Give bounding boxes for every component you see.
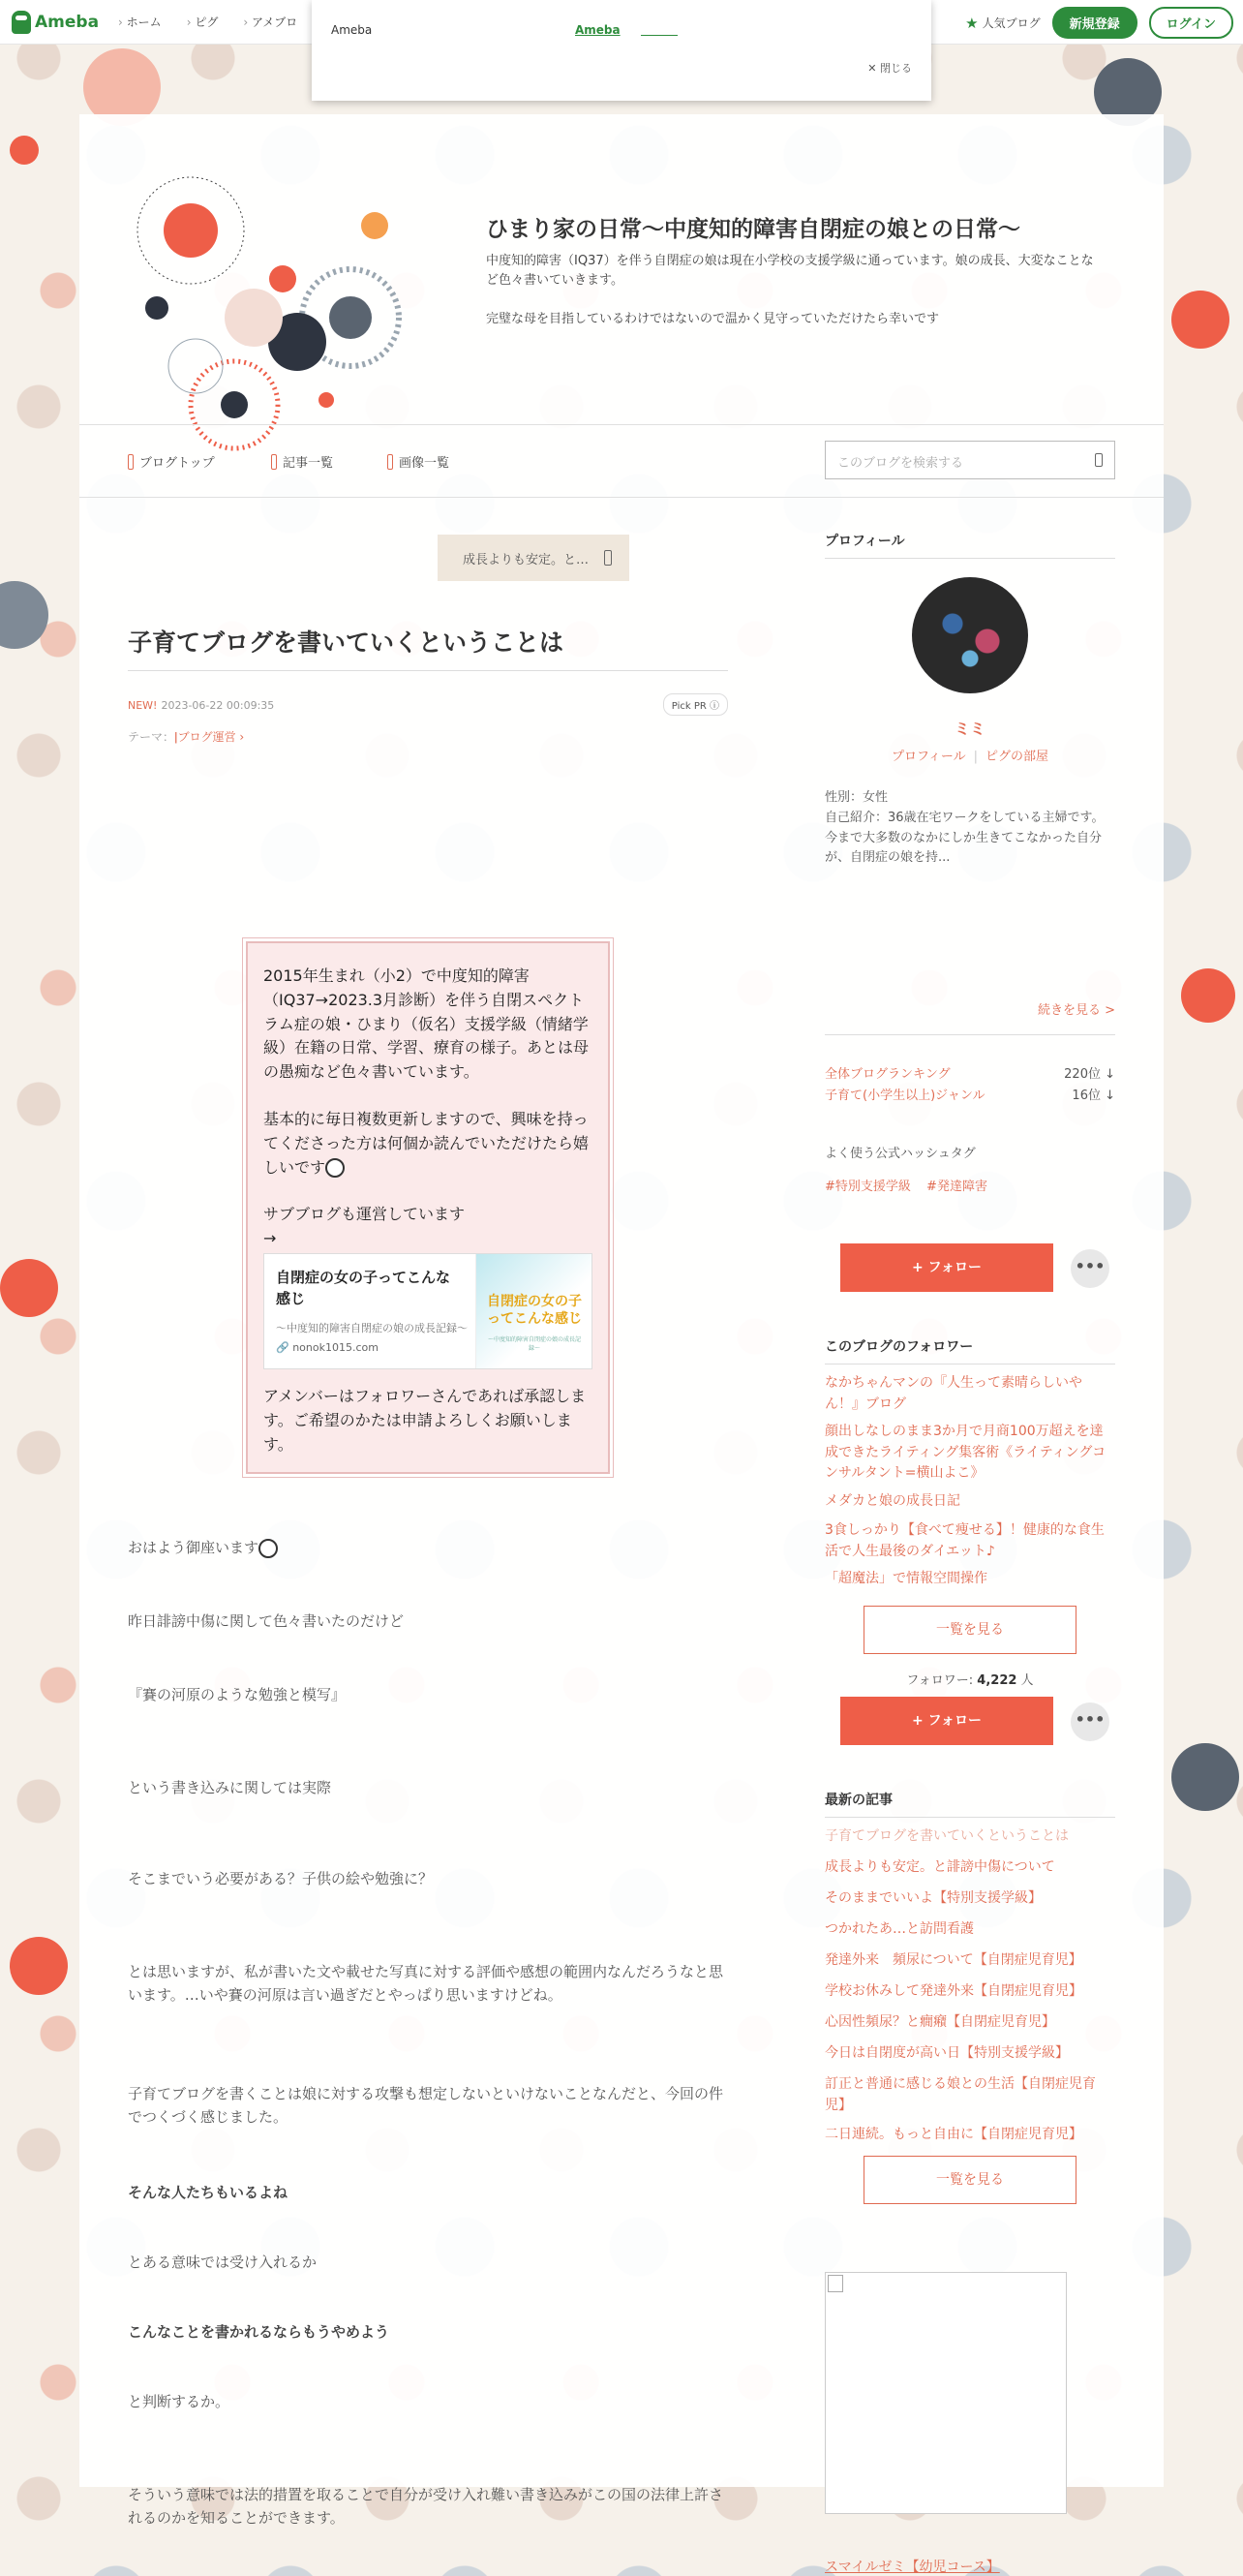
profile-intro: 自己紹介：36歳在宅ワークをしている主婦です。今まで大多数のなかにしか生きてこなかった自分が、自閉症の娘を持... [825, 810, 1105, 866]
ranking-label: 全体ブログランキング [825, 1067, 951, 1082]
nav-pig[interactable]: › ピグ [187, 14, 219, 30]
intro-text: サブブログも運営しています → [263, 1205, 466, 1248]
more-options-icon[interactable]: ••• [1071, 1702, 1109, 1741]
popup-close-button[interactable]: ✕ 閉じる [867, 62, 912, 75]
intro-text: 2015年生まれ（小2）で中度知的障害（IQ37→2023.3月診断）を伴う自閉スペクトラム症の娘・ひまり（仮名）支援学級（情緒学級）在籍の日常、学習、療育の様子。あとは母の愚痴など色々書いています。 [263, 966, 590, 1082]
blog-card-description: 〜中度知的障害自閉症の娘の成長記録〜 [276, 1322, 468, 1334]
intro-text [263, 1108, 592, 1180]
thumbnail-title: 自閉症の女の子ってこんな感じ [487, 1294, 582, 1328]
body-paragraph: こんなことを書かれるならもうやめよう [128, 2323, 390, 2341]
body-paragraph: 子育てブログを書くことは娘に対する攻撃も想定しないといけないことなんだと、今回の件でつくづく感じました。 [128, 2085, 724, 2126]
bg-decoration [10, 136, 39, 165]
follower-link[interactable]: 顔出しなしのまま3か月で月商100万超えを達成できたライティング集客術《ライティングコンサルタント=横山よこ》 [825, 1424, 1107, 1482]
pig-room-link[interactable]: ピグの部屋 [985, 750, 1049, 764]
body-paragraph: とは思いますが、私が書いた文や載せた写真に対する評価や感想の範囲内なんだろうなと思います。…いや賽の河原は言い過ぎだとやっぱり思いますけどね。 [128, 1963, 724, 2004]
intro-text-span: 基本的に毎日複数更新しますので、興味を持ってくださった方は何個か読んでいただけたら嬉しいです [263, 1109, 590, 1177]
hashtag-heading: よく使う公式ハッシュタグ [825, 1147, 976, 1161]
ad-link[interactable]: スマイルゼミ【幼児コース】 [825, 2560, 1000, 2575]
recent-list-button[interactable]: 一覧を見る [864, 2156, 1076, 2204]
blog-search-input[interactable] [825, 441, 1115, 479]
profile-gender: 性別：女性 [825, 790, 889, 805]
divider [128, 670, 728, 671]
follower-count-value: 4,222 [977, 1673, 1017, 1688]
recent-entry-link[interactable]: 今日は自閉度が高い日【特別支援学級】 [825, 2045, 1069, 2061]
blog-title[interactable]: ひまり家の日常〜中度知的障害自閉症の娘との日常〜 [486, 217, 1020, 242]
global-nav [118, 14, 297, 30]
login-button[interactable]: ログイン [1149, 7, 1233, 39]
body-paragraph: そんな人たちもいるよね [128, 2184, 288, 2201]
bg-decoration [0, 1259, 58, 1317]
search-icon[interactable] [1095, 453, 1103, 467]
recent-entry-link[interactable]: 子育てブログを書いていくということは [825, 1828, 1069, 1844]
follower-count-unit: 人 [1016, 1673, 1034, 1688]
follower-count [825, 1670, 1115, 1688]
logo-text: Ameba [35, 12, 100, 32]
follow-button[interactable]: + フォロー [840, 1243, 1053, 1292]
follow-button[interactable]: + フォロー [840, 1697, 1053, 1745]
follower-link[interactable]: 「超魔法」で情報空間操作 [825, 1571, 987, 1586]
blog-card-thumbnail [475, 1254, 591, 1368]
prev-article-link[interactable] [438, 535, 629, 581]
prev-article-label: 成長よりも安定。と… [463, 553, 590, 567]
ranking-label: 子育て(小学生以上)ジャンル [825, 1089, 985, 1103]
followers-heading: このブログのフォロワー [825, 1336, 1115, 1365]
follower-link[interactable]: メダカと娘の成長日記 [825, 1493, 960, 1509]
profile-links [825, 746, 1115, 764]
nav-blog-top[interactable] [128, 452, 215, 471]
profile-meta [825, 788, 1115, 869]
body-paragraph: そこまでいう必要がある？子供の絵や勉強に？ [128, 1870, 434, 1887]
home-icon [128, 454, 134, 470]
entry-date: 2023-06-22 00:09:35 [161, 699, 275, 712]
body-paragraph: 昨日誹謗中傷に関して色々書いたのだけど [128, 1612, 405, 1630]
recent-entry-link[interactable]: つかれたあ…と訪問看護 [825, 1921, 974, 1937]
blog-header [79, 114, 1164, 424]
body-paragraph: と判断するか。 [128, 2393, 230, 2410]
nav-image-list[interactable] [387, 452, 449, 471]
profile-heading: プロフィール [825, 531, 1115, 559]
nav-entry-list[interactable] [271, 452, 333, 471]
intro-text: アメンバーはフォロワーさんであれば承認します。ご希望のかたは申請よろしくお願いします。 [263, 1387, 587, 1454]
blog-card-title: 自閉症の女の子ってこんな感じ [276, 1269, 451, 1307]
body-paragraph: とある意味では受け入れるか [128, 2254, 318, 2271]
recent-entry-link[interactable]: 二日連続。もっと自由に【自閉症児育児】 [825, 2127, 1082, 2142]
frog-icon [12, 11, 31, 34]
nav-ameblo[interactable]: › アメブロ [243, 14, 297, 30]
ameba-logo[interactable] [12, 11, 99, 34]
link-separator: | [973, 750, 979, 764]
theme-link-text: ブログ運営 [177, 730, 236, 744]
ranking-value: 16位 ↓ [1072, 1089, 1115, 1103]
follower-link[interactable]: なかちゃんマンの『人生って素晴らしいやん！』ブログ [825, 1375, 1082, 1412]
intro-box [246, 941, 610, 1474]
nav-home[interactable]: › ホーム [118, 14, 162, 30]
blog-container [79, 114, 1164, 2575]
blog-nav [79, 424, 1164, 498]
popup-banner [312, 0, 931, 101]
broken-image[interactable] [825, 2272, 1067, 2514]
popup-link[interactable]: Ameba [575, 23, 621, 37]
divider [825, 1034, 1115, 1035]
bg-decoration [10, 1937, 68, 1995]
avatar[interactable] [912, 577, 1028, 693]
followers-list-button[interactable]: 一覧を見る [864, 1606, 1076, 1654]
theme-link[interactable]: ǀブログ運営 › [174, 730, 245, 744]
emoji-icon [258, 1539, 278, 1558]
entry-meta [128, 699, 274, 712]
more-options-icon[interactable]: ••• [1071, 1249, 1109, 1288]
profile-name[interactable]: ミミ [954, 720, 985, 738]
nav-entry-list-label: 記事一覧 [283, 456, 334, 471]
body-text: おはよう御座います [128, 1539, 259, 1556]
hashtag-list [825, 1176, 999, 1194]
list-icon [271, 454, 277, 470]
ranking-row[interactable] [825, 1085, 1115, 1103]
nav-image-list-label: 画像一覧 [399, 456, 450, 471]
recent-entry-link[interactable]: 学校お休みして発達外来【自閉症児育児】 [825, 1983, 1082, 1999]
popular-label: 人気ブログ [982, 16, 1041, 30]
header-illustration [108, 134, 476, 424]
chevron-right-icon [604, 550, 612, 566]
popup-underline [641, 35, 678, 36]
recent-entry-link[interactable]: 成長よりも安定。と誹謗中傷について [825, 1859, 1055, 1875]
recent-entry-link[interactable]: 発達外来 頻尿について【自閉症児育児】 [825, 1952, 1082, 1968]
follower-count-label: フォロワー: [906, 1673, 978, 1688]
new-badge: NEW! [128, 699, 158, 712]
entry-theme [128, 728, 244, 745]
bg-decoration [0, 581, 48, 649]
hashtag-link[interactable]: #特別支援学級 [825, 1180, 911, 1194]
profile-link[interactable]: プロフィール [891, 750, 966, 764]
body-paragraph: という書き込みに関しては実際 [128, 1779, 332, 1796]
popup-title: Ameba [331, 23, 373, 37]
body-paragraph: そういう意味では法的措置を取ることで自分が受け入れ難い書き込みがこの国の法律上許されるのかを知ることができます。 [128, 2486, 724, 2527]
blog-card[interactable] [263, 1253, 592, 1369]
star-icon: ★ [965, 14, 979, 32]
recent-entry-link[interactable]: 訂正と普通に感じる娘との生活【自閉症児育児】 [825, 2076, 1096, 2113]
register-button[interactable]: 新規登録 [1052, 7, 1137, 39]
bg-decoration [1171, 1743, 1239, 1811]
thumbnail-subtitle: 〜中度知的障害自閉症の娘の成長記録〜 [487, 1336, 581, 1353]
ranking-value: 220位 ↓ [1064, 1067, 1115, 1082]
recent-entry-link[interactable]: そのままでいいよ【特別支援学級】 [825, 1890, 1042, 1906]
pickpr-badge[interactable]: Pick PR ⓘ [663, 693, 728, 716]
popular-blog-link[interactable] [965, 15, 1040, 32]
body-paragraph: 『賽の河原のような勉強と模写』 [128, 1686, 347, 1703]
blog-description: 中度知的障害（IQ37）を伴う自閉症の娘は現在小学校の支援学級に通っています。娘の成長、大変なことなど色々書いていきます。 完璧な母を目指しているわけではないので温かく見守っていただけたら幸いです [486, 254, 1094, 327]
recent-heading: 最新の記事 [825, 1790, 1115, 1818]
image-icon [387, 454, 393, 470]
blog-card-url-text: nonok1015.com [292, 1341, 379, 1354]
blog-card-url: 🔗 nonok1015.com [276, 1341, 379, 1354]
smile-emoji-icon [325, 1158, 345, 1178]
hashtag-link[interactable]: #発達障害 [926, 1180, 987, 1194]
ranking-row[interactable] [825, 1063, 1115, 1082]
bg-decoration [1171, 291, 1229, 349]
read-more-link[interactable]: 続きを見る > [1037, 1003, 1115, 1018]
bg-decoration [1181, 968, 1235, 1023]
search-placeholder: このブログを検索する [837, 456, 964, 471]
body-paragraph [128, 1536, 728, 1559]
entry-title[interactable]: 子育てブログを書いていくということは [128, 629, 564, 657]
nav-blog-top-label: ブログトップ [139, 456, 215, 471]
recent-entry-link[interactable]: 心因性頻尿？と癇癪【自閉症児育児】 [825, 2014, 1055, 2030]
follower-link[interactable]: 3食しっかり【食べて痩せる】！健康的な食生活で人生最後のダイエット♪ [825, 1522, 1105, 1559]
theme-label: テーマ： [128, 730, 175, 744]
